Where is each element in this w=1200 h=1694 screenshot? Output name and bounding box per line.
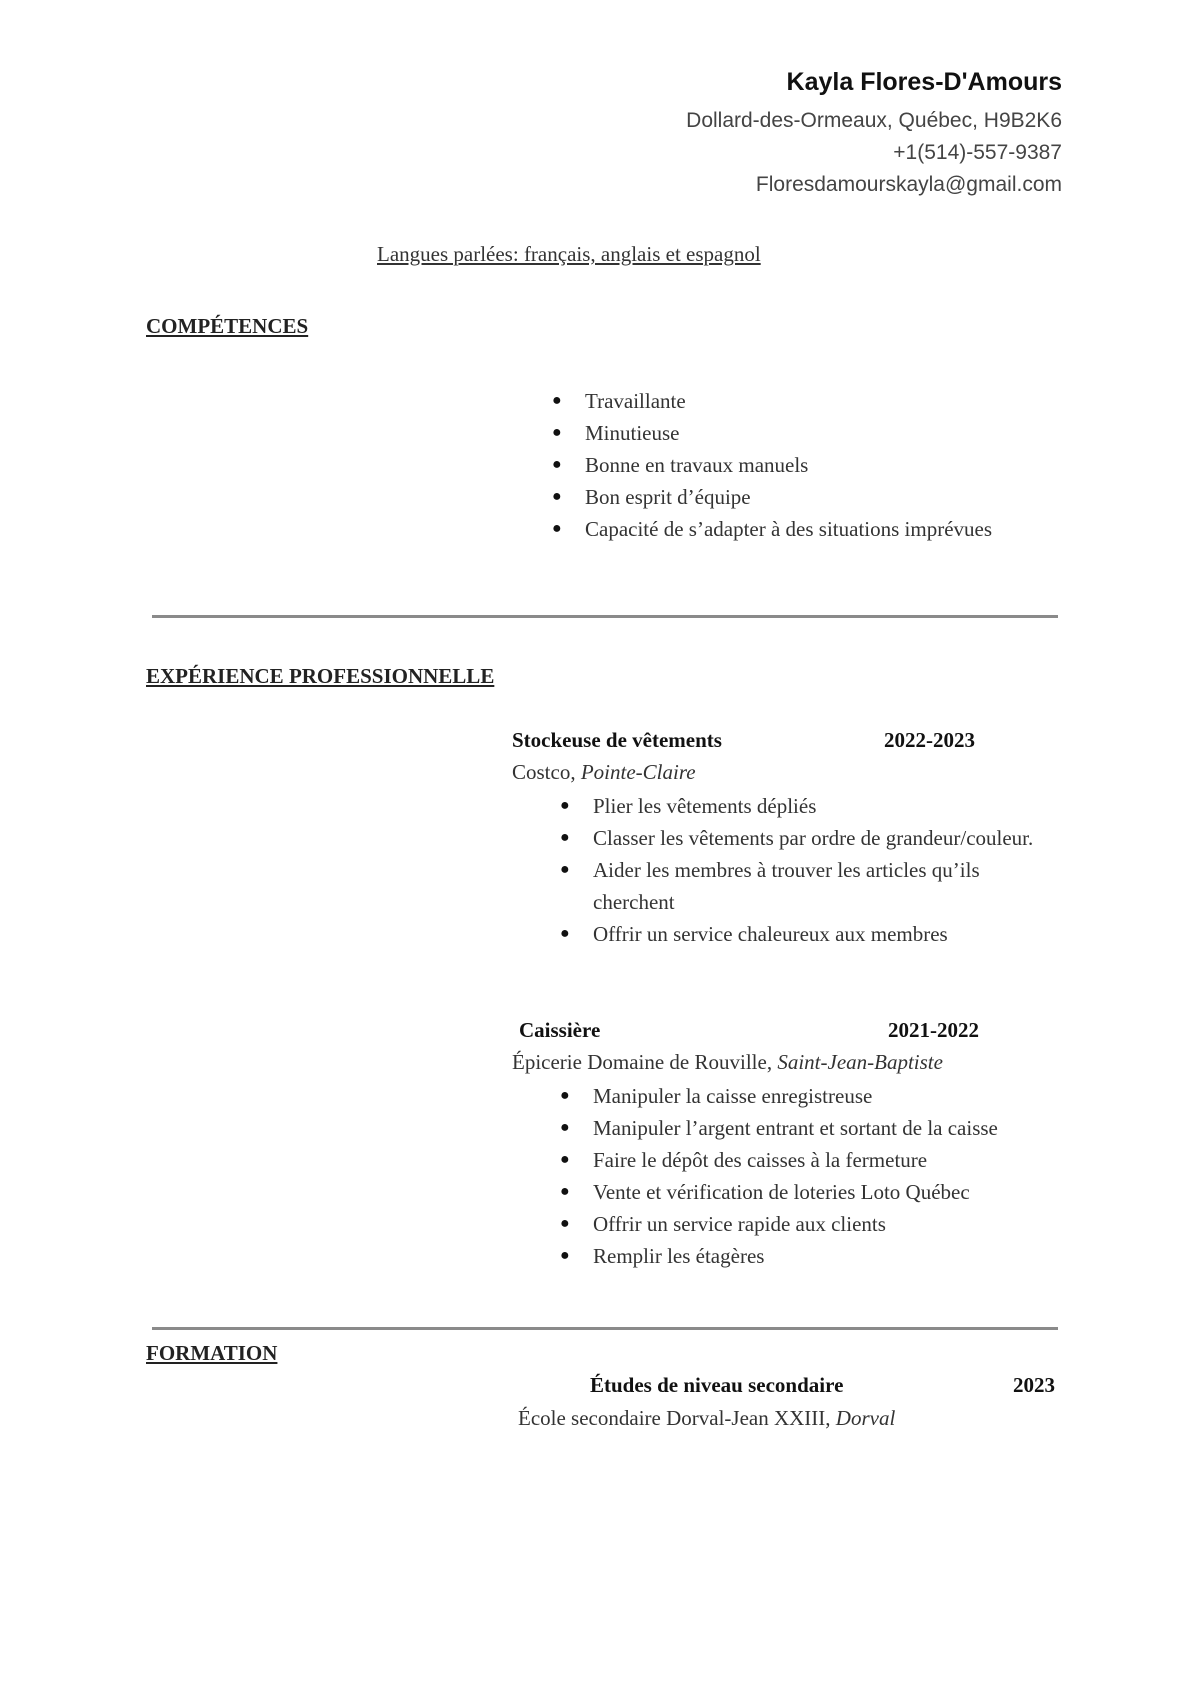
bullet-icon: ● bbox=[560, 1183, 570, 1200]
bullet-icon: ● bbox=[560, 861, 570, 878]
degree-year: 2023 bbox=[1013, 1373, 1055, 1397]
job-date: 2022-2023 bbox=[884, 728, 975, 752]
list-item: ● Faire le dépôt des caisses à la fermeture bbox=[593, 1144, 1093, 1176]
phone: +1(514)-557-9387 bbox=[893, 141, 1062, 164]
list-item: ● Vente et vérification de loteries Loto Québec bbox=[593, 1176, 1093, 1208]
bullet-icon: ● bbox=[552, 520, 562, 537]
list-item: ● Aider les membres à trouver les articles qu’ils cherchent bbox=[593, 854, 1063, 918]
list-item: ● Plier les vêtements dépliés bbox=[593, 790, 1063, 822]
list-item: ● Offrir un service chaleureux aux membres bbox=[593, 918, 1063, 950]
job-duties-list bbox=[560, 1080, 1093, 1272]
bullet-icon: ● bbox=[552, 392, 562, 409]
list-item: ● Classer les vêtements par ordre de grandeur/couleur. bbox=[593, 822, 1063, 854]
bullet-icon: ● bbox=[560, 925, 570, 942]
job-location: Saint-Jean-Baptiste bbox=[777, 1050, 943, 1074]
list-item: ● Bon esprit d’équipe bbox=[585, 481, 992, 513]
bullet-icon: ● bbox=[552, 488, 562, 505]
list-item: ● Minutieuse bbox=[585, 417, 992, 449]
list-item: ● Manipuler la caisse enregistreuse bbox=[593, 1080, 1093, 1112]
bullet-icon: ● bbox=[560, 1119, 570, 1136]
contact-header bbox=[686, 68, 1062, 201]
candidate-name: Kayla Flores-D'Amours bbox=[786, 68, 1062, 96]
email: Floresdamourskayla@gmail.com bbox=[755, 173, 1062, 196]
bullet-icon: ● bbox=[560, 1151, 570, 1168]
bullet-icon: ● bbox=[560, 1087, 570, 1104]
list-item: ● Manipuler l’argent entrant et sortant de la caisse bbox=[593, 1112, 1093, 1144]
languages-line: Langues parlées: français, anglais et espagnol bbox=[377, 242, 761, 266]
degree-title: Études de niveau secondaire bbox=[590, 1373, 844, 1397]
list-item: ● Remplir les étagères bbox=[593, 1240, 1093, 1272]
school-name: École secondaire Dorval-Jean XXIII, Dorval bbox=[518, 1406, 896, 1430]
bullet-icon: ● bbox=[552, 456, 562, 473]
list-item: ● Capacité de s’adapter à des situations imprévues bbox=[585, 513, 992, 545]
divider bbox=[152, 615, 1058, 618]
section-title-experience: EXPÉRIENCE PROFESSIONNELLE bbox=[146, 664, 495, 688]
job-title: Caissière bbox=[519, 1018, 601, 1042]
job-location: Pointe-Claire bbox=[580, 760, 696, 784]
bullet-icon: ● bbox=[560, 829, 570, 846]
section-title-competences: COMPÉTENCES bbox=[146, 314, 309, 338]
section-title-formation: FORMATION bbox=[146, 1341, 278, 1365]
school-location: Dorval bbox=[835, 1406, 896, 1430]
job-title: Stockeuse de vêtements bbox=[512, 728, 722, 752]
job-date: 2021-2022 bbox=[888, 1018, 979, 1042]
list-item: ● Travaillante bbox=[585, 385, 992, 417]
job-company: Costco, Pointe-Claire bbox=[512, 760, 696, 784]
job-company: Épicerie Domaine de Rouville, Saint-Jean-Baptiste bbox=[512, 1050, 943, 1074]
list-item: ● Offrir un service rapide aux clients bbox=[593, 1208, 1093, 1240]
job-duties-list bbox=[560, 790, 1063, 950]
divider bbox=[152, 1327, 1058, 1330]
competences-list bbox=[552, 385, 993, 545]
bullet-icon: ● bbox=[560, 1215, 570, 1232]
bullet-icon: ● bbox=[560, 797, 570, 814]
bullet-icon: ● bbox=[560, 1247, 570, 1264]
address: Dollard-des-Ormeaux, Québec, H9B2K6 bbox=[686, 109, 1062, 132]
bullet-icon: ● bbox=[552, 424, 562, 441]
list-item: ● Bonne en travaux manuels bbox=[585, 449, 992, 481]
